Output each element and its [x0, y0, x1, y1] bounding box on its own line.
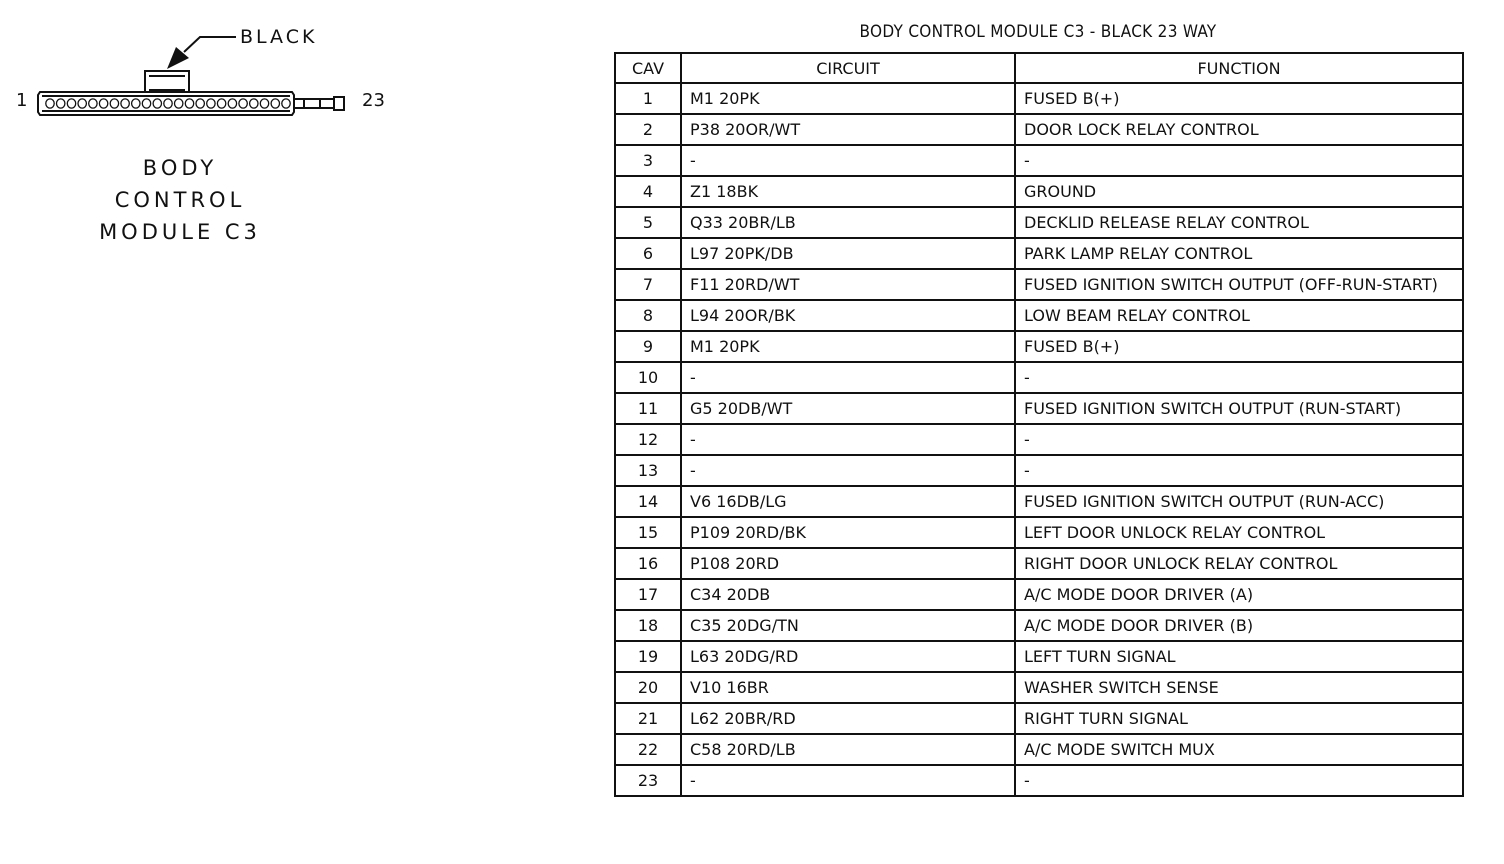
cav-cell: 18 [615, 610, 681, 641]
cav-cell: 22 [615, 734, 681, 765]
table-row [615, 579, 1463, 610]
circuit-cell: V6 16DB/LG [681, 486, 1015, 517]
circuit-cell: - [681, 424, 1015, 455]
table-row [615, 424, 1463, 455]
function-cell: LEFT TURN SIGNAL [1015, 641, 1463, 672]
circuit-cell: M1 20PK [681, 83, 1015, 114]
connector-illustration [0, 0, 420, 140]
circuit-cell: C35 20DG/TN [681, 610, 1015, 641]
cav-cell: 2 [615, 114, 681, 145]
connector-color-label: BLACK [240, 26, 318, 48]
function-cell: FUSED IGNITION SWITCH OUTPUT (RUN-START) [1015, 393, 1463, 424]
function-cell: FUSED B(+) [1015, 83, 1463, 114]
cav-cell: 23 [615, 765, 681, 796]
function-cell: FUSED B(+) [1015, 331, 1463, 362]
cav-cell: 3 [615, 145, 681, 176]
table-header-row [615, 53, 1463, 83]
table-row [615, 734, 1463, 765]
cav-cell: 16 [615, 548, 681, 579]
pinout-table [614, 52, 1464, 797]
circuit-cell: P109 20RD/BK [681, 517, 1015, 548]
circuit-cell: P108 20RD [681, 548, 1015, 579]
circuit-cell: - [681, 455, 1015, 486]
cav-cell: 4 [615, 176, 681, 207]
cav-cell: 15 [615, 517, 681, 548]
circuit-cell: Z1 18BK [681, 176, 1015, 207]
circuit-cell: F11 20RD/WT [681, 269, 1015, 300]
table-row [615, 176, 1463, 207]
last-pin-number: 23 [362, 90, 385, 111]
table-row [615, 610, 1463, 641]
circuit-cell: L62 20BR/RD [681, 703, 1015, 734]
table-row [615, 114, 1463, 145]
caption-line-3: MODULE C3 [99, 220, 261, 244]
circuit-cell: C58 20RD/LB [681, 734, 1015, 765]
connector-wire-exit [294, 97, 344, 110]
cav-cell: 6 [615, 238, 681, 269]
function-cell: A/C MODE DOOR DRIVER (B) [1015, 610, 1463, 641]
cav-cell: 13 [615, 455, 681, 486]
function-cell: - [1015, 455, 1463, 486]
cav-cell: 8 [615, 300, 681, 331]
table-row [615, 486, 1463, 517]
function-cell: A/C MODE DOOR DRIVER (A) [1015, 579, 1463, 610]
function-cell: FUSED IGNITION SWITCH OUTPUT (RUN-ACC) [1015, 486, 1463, 517]
table-row [615, 300, 1463, 331]
function-cell: DOOR LOCK RELAY CONTROL [1015, 114, 1463, 145]
cav-cell: 7 [615, 269, 681, 300]
table-row [615, 455, 1463, 486]
function-cell: - [1015, 362, 1463, 393]
table-row [615, 238, 1463, 269]
table-row [615, 641, 1463, 672]
table-row [615, 548, 1463, 579]
cav-cell: 17 [615, 579, 681, 610]
header-cav: CAV [615, 53, 681, 83]
cav-cell: 20 [615, 672, 681, 703]
function-cell: DECKLID RELEASE RELAY CONTROL [1015, 207, 1463, 238]
circuit-cell: L97 20PK/DB [681, 238, 1015, 269]
circuit-cell: V10 16BR [681, 672, 1015, 703]
table-row [615, 362, 1463, 393]
cav-cell: 10 [615, 362, 681, 393]
cav-cell: 12 [615, 424, 681, 455]
table-row [615, 269, 1463, 300]
function-cell: WASHER SWITCH SENSE [1015, 672, 1463, 703]
function-cell: RIGHT DOOR UNLOCK RELAY CONTROL [1015, 548, 1463, 579]
table-row [615, 145, 1463, 176]
connector-caption [80, 152, 280, 248]
table-row [615, 83, 1463, 114]
circuit-cell: - [681, 765, 1015, 796]
function-cell: LEFT DOOR UNLOCK RELAY CONTROL [1015, 517, 1463, 548]
circuit-cell: L94 20OR/BK [681, 300, 1015, 331]
header-function: FUNCTION [1015, 53, 1463, 83]
cav-cell: 19 [615, 641, 681, 672]
cav-cell: 1 [615, 83, 681, 114]
circuit-cell: Q33 20BR/LB [681, 207, 1015, 238]
function-cell: - [1015, 424, 1463, 455]
function-cell: GROUND [1015, 176, 1463, 207]
table-row [615, 331, 1463, 362]
cav-cell: 14 [615, 486, 681, 517]
table-row [615, 517, 1463, 548]
connector-body [38, 92, 294, 115]
circuit-cell: G5 20DB/WT [681, 393, 1015, 424]
circuit-cell: P38 20OR/WT [681, 114, 1015, 145]
table-title: BODY CONTROL MODULE C3 - BLACK 23 WAY [859, 22, 1217, 42]
header-circuit: CIRCUIT [681, 53, 1015, 83]
circuit-cell: M1 20PK [681, 331, 1015, 362]
caption-line-2: CONTROL [114, 188, 246, 212]
function-cell: A/C MODE SWITCH MUX [1015, 734, 1463, 765]
function-cell: LOW BEAM RELAY CONTROL [1015, 300, 1463, 331]
first-pin-number: 1 [16, 90, 28, 111]
table-row [615, 765, 1463, 796]
function-cell: - [1015, 145, 1463, 176]
table-row [615, 393, 1463, 424]
cav-cell: 5 [615, 207, 681, 238]
cav-cell: 9 [615, 331, 681, 362]
table-row [615, 672, 1463, 703]
table-row [615, 703, 1463, 734]
circuit-cell: - [681, 145, 1015, 176]
function-cell: - [1015, 765, 1463, 796]
circuit-cell: - [681, 362, 1015, 393]
function-cell: RIGHT TURN SIGNAL [1015, 703, 1463, 734]
table-row [615, 207, 1463, 238]
circuit-cell: C34 20DB [681, 579, 1015, 610]
cav-cell: 11 [615, 393, 681, 424]
function-cell: PARK LAMP RELAY CONTROL [1015, 238, 1463, 269]
cav-cell: 21 [615, 703, 681, 734]
function-cell: FUSED IGNITION SWITCH OUTPUT (OFF-RUN-START) [1015, 269, 1463, 300]
circuit-cell: L63 20DG/RD [681, 641, 1015, 672]
caption-line-1: BODY [142, 156, 218, 180]
callout-leader [184, 37, 236, 52]
